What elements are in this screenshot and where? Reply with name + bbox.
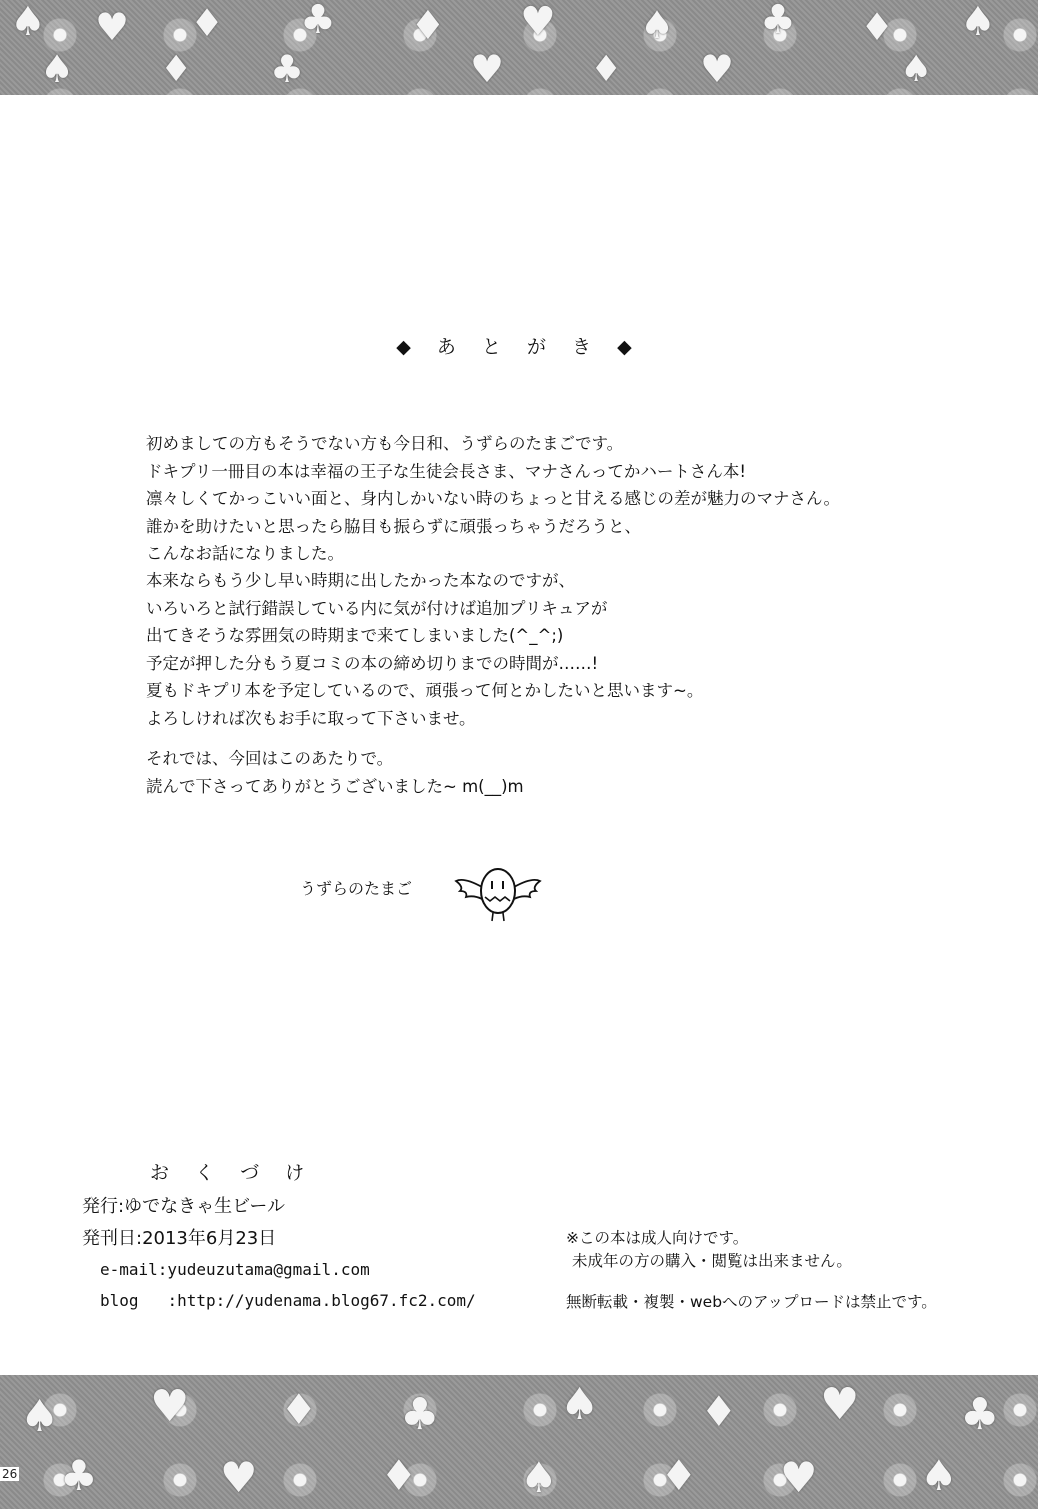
text-line: それでは、今回はこのあたりで。 [146,749,394,768]
text-line: 出てきそうな雰囲気の時期まで来てしまいました(^_^;) [146,626,564,645]
text-line: いろいろと試行錯誤している内に気が付けば追加プリキュアが [146,598,608,618]
heart-icon: ♥ [520,0,556,45]
diamond-icon: ♦ [590,49,623,90]
spade-icon: ♠ [520,1453,558,1502]
publish-date-line: 発刊日:2013年6月23日 [82,1228,277,1249]
text-line: こんなお話になりました。 [146,544,344,563]
spade-icon: ♠ [920,1451,958,1500]
afterword-paragraph-1 [146,430,926,568]
spade-icon: ♠ [40,47,75,91]
diamond-icon: ♦ [860,5,895,49]
top-pattern-band [0,0,1038,95]
adult-notice: ※この本は成人向けです。 [566,1229,749,1247]
heart-icon: ♥ [820,1379,860,1430]
reproduction-notice: 無断転載・複製・webへのアップロードは禁止です。 [566,1293,937,1311]
email-line [100,1260,370,1279]
blog-label: blog [100,1291,139,1310]
diamond-icon: ♦ [380,1451,418,1500]
diamond-icon: ♦ [660,1451,698,1500]
spade-icon: ♠ [900,49,933,90]
diamond-icon: ♦ [160,49,193,90]
text-line: 初めましての方もそうでない方も今日和、うずらのたまごです。 [146,434,624,453]
club-icon: ♣ [400,1389,440,1440]
afterword-paragraph-3 [146,745,926,800]
club-icon: ♣ [760,0,796,43]
text-line: 読んで下さってありがとうございました~ m(__)m [146,776,524,796]
minor-notice: 未成年の方の購入・閲覧は出来ません。 [572,1252,852,1270]
diamond-icon: ♦ [410,3,446,49]
spade-icon: ♠ [960,0,996,45]
spade-icon: ♠ [10,0,46,45]
spade-icon: ♠ [20,1391,60,1442]
afterword-title: ◆ あ と が き ◆ [396,336,642,358]
club-icon: ♣ [270,47,305,91]
email-address[interactable]: :yudeuzutama@gmail.com [157,1260,370,1279]
afterword-paragraph-2 [146,567,926,732]
bottom-pattern-band [0,1375,1038,1509]
text-line: 夏もドキプリ本を予定しているので、頑張って何とかしたいと思います~。 [146,681,704,700]
text-line: ドキプリ一冊目の本は幸福の王子な生徒会長さま、マナさんってかハートさん本! [146,461,746,481]
text-line: よろしければ次もお手に取って下さいませ。 [146,708,476,728]
blog-url[interactable]: :http://yudenama.blog67.fc2.com/ [167,1291,476,1310]
text-line: 予定が押した分もう夏コミの本の締め切りまでの時間が……! [146,653,599,673]
heart-icon: ♥ [220,1453,258,1502]
heart-icon: ♥ [150,1381,190,1432]
diamond-icon: ♦ [280,1385,318,1434]
text-line: 凛々しくてかっこいい面と、身内しかいない時のちょっと甘える感じの差が魅力のマナさん。 [146,489,840,508]
publisher-line: 発行:ゆでなきゃ生ビール [82,1196,285,1217]
page-number: 26 [2,1467,18,1481]
spade-icon: ♠ [560,1379,600,1430]
diamond-icon: ♦ [700,1387,738,1436]
text-line: 本来ならもう少し早い時期に出したかった本なのですが、 [146,571,575,590]
blog-line [100,1291,476,1310]
diamond-icon: ♦ [190,1,225,45]
text-line: 誰かを助けたいと思ったら脇目も振らずに頑張っちゃうだろうと、 [146,516,641,536]
spade-icon: ♠ [640,3,675,47]
heart-icon: ♥ [95,5,130,49]
heart-icon: ♥ [470,47,505,91]
email-label: e-mail [100,1260,158,1279]
heart-icon: ♥ [700,47,735,91]
club-icon: ♣ [300,0,336,43]
club-icon: ♣ [60,1451,98,1500]
club-icon: ♣ [960,1389,1000,1440]
author-signature: うずらのたまご [300,879,413,898]
heart-icon: ♥ [780,1453,818,1502]
winged-egg-icon [452,857,544,927]
colophon-heading: お く づ け [150,1162,315,1184]
